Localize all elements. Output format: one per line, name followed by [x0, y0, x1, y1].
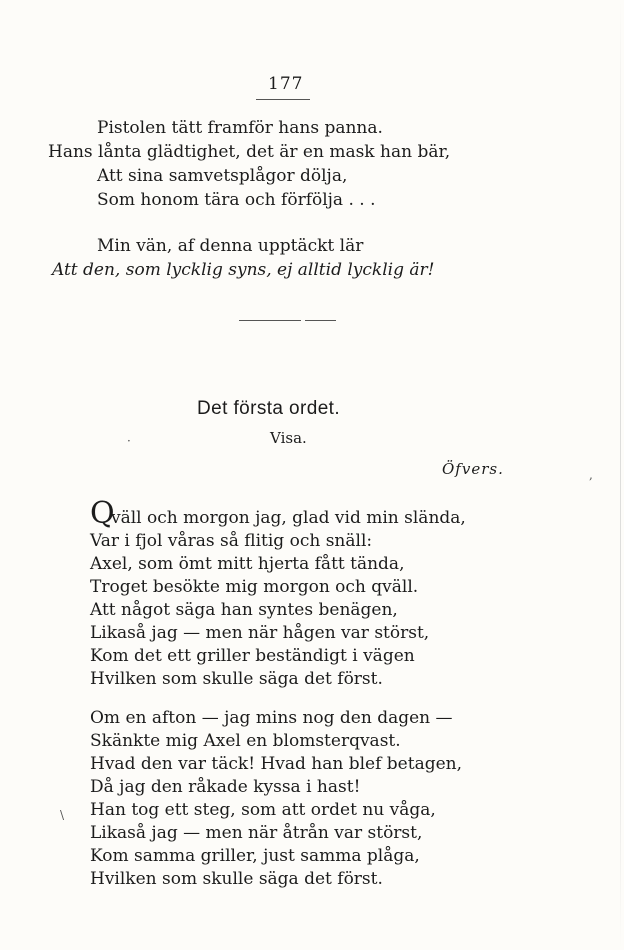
verse-line: Att något säga han syntes benägen,	[90, 600, 398, 620]
poem-attribution: Öfvers.	[442, 460, 504, 478]
verse-line: Hans lånta glädtighet, det är en mask han bär,	[48, 142, 451, 162]
verse-line: Axel, som ömt mitt hjerta fått tända,	[90, 554, 405, 574]
page-number-rule	[256, 99, 310, 100]
verse-line-italic: Att den, som lycklig syns, ej alltid lycklig är!	[52, 260, 435, 280]
verse-line: Var i fjol våras så flitig och snäll:	[90, 531, 373, 551]
verse-line: Kom det ett griller beständigt i vägen	[90, 646, 415, 666]
drop-cap: Q	[90, 496, 115, 531]
scan-edge	[620, 0, 621, 950]
verse-line: Hvilken som skulle säga det först.	[90, 869, 383, 889]
verse-line: Han tog ett steg, som att ordet nu våga,	[90, 800, 436, 820]
section-separator	[239, 320, 301, 321]
verse-line: Min vän, af denna upptäckt lär	[97, 236, 364, 256]
verse-line: Som honom tära och förfölja . . .	[97, 190, 376, 210]
verse-line: Hvilken som skulle säga det först.	[90, 669, 383, 689]
poem-title: Det första ordet.	[197, 398, 341, 419]
verse-line: Om en afton — jag mins nog den dagen —	[90, 708, 453, 728]
verse-line: Likaså jag — men när åtrån var störst,	[90, 823, 423, 843]
page-number: 177	[268, 74, 304, 94]
ink-speck: ,	[589, 468, 593, 482]
section-separator	[305, 320, 336, 321]
verse-line: väll och morgon jag, glad vid min slända,	[111, 508, 466, 528]
verse-line: Hvad den var täck! Hvad han blef betagen,	[90, 754, 463, 774]
verse-line: Troget besökte mig morgon och qväll.	[90, 577, 419, 597]
verse-line: Att sina samvetsplågor dölja,	[97, 166, 348, 186]
verse-line: Likaså jag — men när hågen var störst,	[90, 623, 430, 643]
verse-line: Pistolen tätt framför hans panna.	[97, 118, 383, 138]
ink-speck: \	[60, 808, 65, 822]
verse-line: Skänkte mig Axel en blomsterqvast.	[90, 731, 401, 751]
verse-line: Kom samma griller, just samma plåga,	[90, 846, 420, 866]
poem-subtitle: Visa.	[270, 429, 307, 447]
verse-line: Då jag den råkade kyssa i hast!	[90, 777, 361, 797]
ink-speck: ·	[127, 434, 131, 448]
